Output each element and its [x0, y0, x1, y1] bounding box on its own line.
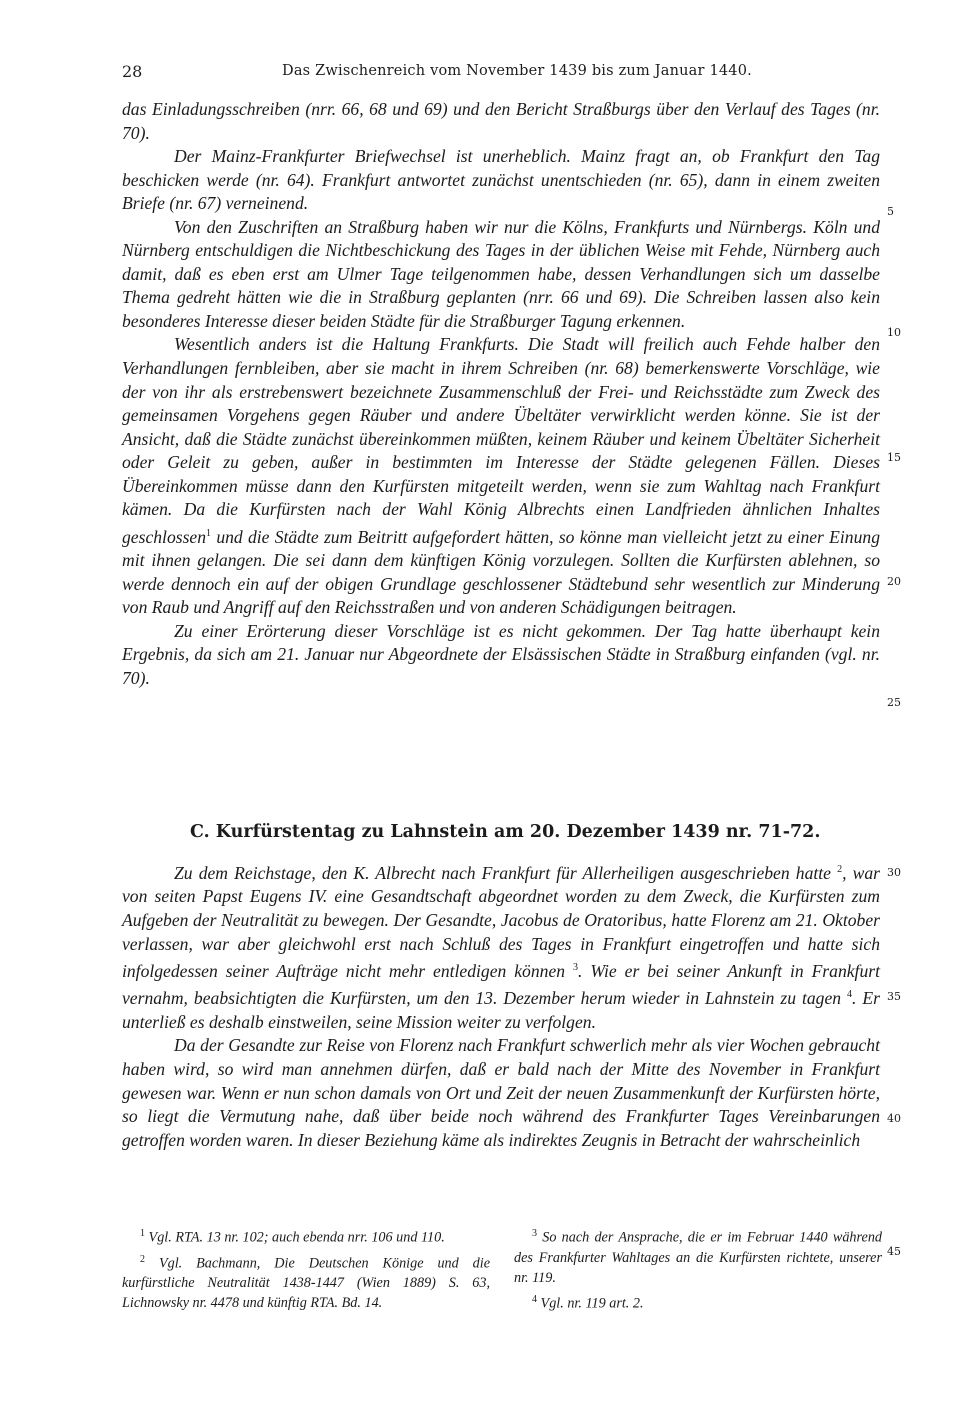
- footnote-mark: 2: [140, 1253, 145, 1265]
- footnote: [514, 1290, 882, 1314]
- line-number: 35: [887, 990, 901, 1003]
- footnote-ref: 4: [847, 989, 853, 1001]
- paragraph-text: Zu dem Reichstage, den K. Albrecht nach Frankfurt für Allerheiligen ausgeschrieben hatte: [174, 862, 831, 883]
- footnote-ref: 2: [837, 864, 843, 875]
- running-title: Das Zwischenreich vom November 1439 bis zum Januar 1440.: [282, 63, 752, 79]
- footnote-column-right: [514, 1224, 882, 1315]
- line-number: 40: [887, 1112, 901, 1125]
- paragraph: [122, 858, 880, 1034]
- footnote-mark: 4: [532, 1293, 537, 1305]
- section-text-block: [122, 858, 880, 1152]
- paragraph: Der Mainz-Frankfurter Briefwechsel ist unerheblich. Mainz fragt an, ob Frankfurt den Tag beschicken werde (nr. 64). Frankfurt antwortet zunächst unentschieden (nr. 65), dann in einem zweiten Briefe (nr. 67) verneinend.: [122, 146, 880, 214]
- paragraph-text: . Wie er bei seiner Ankunft in Frankfurt vernahm, beabsichtigten die Kurfürsten, um den 13. Dezember herum wieder in Lahnstein zu tagen: [122, 960, 880, 1009]
- paragraph: Von den Zuschriften an Straßburg haben wir nur die Kölns, Frankfurts und Nürnbergs. Köln und Nürnberg entschuldigen die Nichtbeschickung des Tages in der üblichen Weise mit Fehde, Nürnberg auch damit, daß es eben erst am Ulmer Tage teilgenommen habe, dessen Verhandlungen sich um dasselbe Thema gedreht hätten wie die in Straßburg geplanten (nrr. 66 und 69). Die Schreiben lassen also kein besonderes Interesse dieser beiden Städte für die Straßburger Tagung erkennen.: [122, 216, 880, 331]
- footnote: [122, 1224, 490, 1248]
- footnote: [122, 1250, 490, 1314]
- footnote-mark: 1: [140, 1228, 145, 1239]
- paragraph: [122, 333, 880, 619]
- paragraph: das Einladungsschreiben (nrr. 66, 68 und 69) und den Bericht Straßburgs über den Verlauf des Tages (nr. 70).: [122, 99, 880, 143]
- line-number: 20: [887, 575, 901, 588]
- paragraph: Zu einer Erörterung dieser Vorschläge ist es nicht gekommen. Der Tag hatte überhaupt kein Ergebnis, da sich am 21. Januar nur Abgeordnete der Elsässischen Städte in Straßburg einfanden (vgl. nr. 70).: [122, 620, 880, 688]
- line-number: 45: [887, 1245, 901, 1258]
- paragraph-text: , war von seiten Papst Eugens IV. eine Gesandtschaft abgeordnet worden zu dem Zweck, die Kurfürsten zum Aufgeben der Neutralität zu bewegen. Der Gesandte, Jacobus de Oratoribus, hatte Florenz am 21. Oktober verlassen, war aber gleichwohl erst nach Schluß des Tages in Frankfurt eingetroffen und hatte sich infolgedessen seiner Aufträge nicht mehr entledigen können: [122, 862, 880, 981]
- line-number: 15: [887, 451, 901, 464]
- page-number: 28: [122, 62, 143, 81]
- footnote-text: So nach der Ansprache, die er im Februar 1440 während des Frankfurter Wahltages an die Kurfürsten richtete, unserer nr. 119.: [514, 1229, 883, 1286]
- footnote-text: Vgl. nr. 119 art. 2.: [540, 1295, 644, 1312]
- footnote-ref: 3: [573, 962, 578, 974]
- line-number: 5: [887, 205, 894, 218]
- footnote-column-left: [122, 1224, 490, 1315]
- page-header: [122, 62, 882, 86]
- paragraph: Da der Gesandte zur Reise von Florenz nach Frankfurt schwerlich mehr als vier Wochen gebraucht haben wird, so wird man annehmen dürfen, daß er bald nach der Mitte des November in Frankfurt gewesen war. Wenn er nun schon damals von Ort und Zeit der neuen Zusammenkunft der Kurfürsten hörte, so liegt die Vermutung nahe, daß über beide noch während des Frankfurter Tages Vereinbarungen getroffen worden waren. In dieser Beziehung käme als indirektes Zeugnis in Betracht der wahrscheinlich: [122, 1035, 880, 1150]
- footnote: [514, 1224, 882, 1288]
- section-heading: C. Kurfürstentag zu Lahnstein am 20. Dezember 1439 nr. 71-72.: [190, 822, 821, 842]
- footnote-text: Vgl. Bachmann, Die Deutschen Könige und die kurfürstliche Neutralität 1438-1447 (Wien 1889) S. 63, Lichnowsky nr. 4478 und künftig RTA. Bd. 14.: [122, 1255, 490, 1312]
- footnote-text: Vgl. RTA. 13 nr. 102; auch ebenda nrr. 106 und 110.: [148, 1229, 445, 1246]
- footnote-ref: 1: [206, 527, 212, 539]
- line-number: 10: [887, 326, 901, 339]
- footnote-mark: 3: [532, 1228, 537, 1239]
- paragraph-text: . Er unterließ es deshalb einstweilen, seine Mission weiter zu verfolgen.: [122, 988, 880, 1032]
- main-text-block: [122, 98, 880, 691]
- line-number: 25: [887, 696, 901, 709]
- paragraph-text: Wesentlich anders ist die Haltung Frankfurts. Die Stadt will freilich auch Fehde halber den Verhandlungen fernbleiben, aber sie macht in ihrem Schreiben (nr. 68) bemerkenswerte Vorschläge, wie der von ihr als erstrebenswert bezeichnete Zusammenschluß der Frei- und Reichsstädte zum Zweck des gemeinsamen Vorgehens gegen Räuber und andere Übeltäter verwirklicht werden könne. Sie ist der Ansicht, daß die Städte zunächst übereinkommen müßten, keinem Räuber und keinem Übeltäter Sicherheit oder Geleit zu geben, außer in bestimmten im Interesse der Städte gelegenen Fällen. Dieses Übereinkommen müsse dann den Kurfürsten mitgeteilt werden, wenn sie zum Wahltag nach Frankfurt kämen. Da die Kurfürsten nach der Wahl König Albrechts einen Landfrieden ähnlichen Inhaltes geschlossen: [122, 334, 880, 547]
- line-number: 30: [887, 866, 901, 879]
- paragraph-text: und die Städte zum Beitritt aufgefordert hätten, so könne man vielleicht jetzt zu einer Einung mit ihnen gelangen. Die sei dann dem künftigen König vorzulegen. Sollten die Kurfürsten ablehnen, so werde dennoch ein auf der obigen Grundlage geschlossener Städtebund sehr wesentlich zur Minderung von Raub und Angriff auf den Reichsstraßen und von anderen Schädigungen beitragen.: [122, 526, 880, 618]
